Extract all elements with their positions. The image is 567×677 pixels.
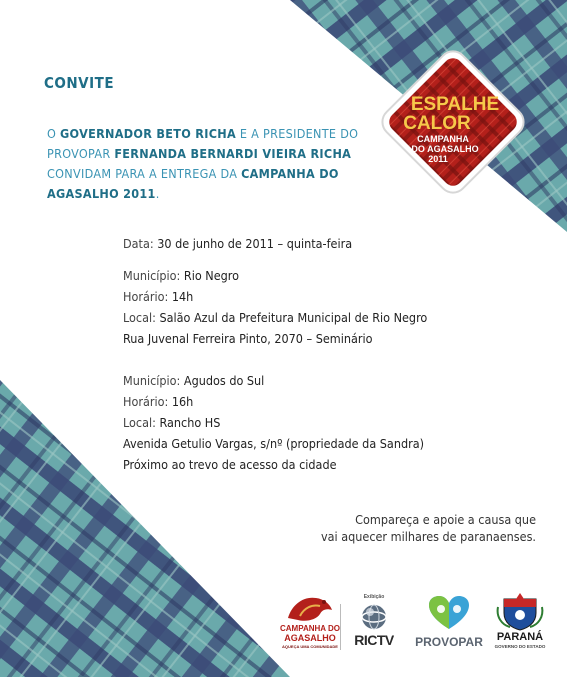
intro-text-4: .	[155, 186, 160, 201]
campanha-logo-line2: AGASALHO	[284, 633, 336, 643]
campanha-agasalho-logo	[282, 590, 338, 656]
date-label: Data:	[123, 236, 158, 251]
local-value: Rancho HS	[159, 415, 221, 430]
municipio-value: Agudos do Sul	[183, 373, 265, 388]
date-value: 30 de junho de 2011 – quinta-feira	[157, 236, 353, 251]
parana-logo	[494, 593, 546, 655]
campanha-logo-line1: CAMPANHA DO	[280, 624, 340, 633]
municipio-label: Município:	[123, 373, 184, 388]
venue2-address-note: Próximo ao trevo de acesso da cidade	[123, 457, 337, 472]
heart-icon	[427, 595, 471, 631]
parana-tag: GOVERNO DO ESTADO	[494, 644, 546, 649]
venue2-municipio	[123, 373, 264, 388]
closing-line-2: vai aquecer milhares de paranaenses.	[321, 529, 536, 544]
rictv-tag: Exibição	[363, 594, 385, 600]
horario-value: 16h	[171, 394, 194, 409]
campanha-logo-tag: AQUEÇA UMA COMUNIDADE	[282, 644, 338, 649]
intro-text-3: CONVIDAM PARA A ENTREGA DA	[47, 166, 242, 181]
horario-label: Horário:	[123, 394, 172, 409]
municipio-label: Município:	[123, 268, 184, 283]
intro-paragraph	[47, 124, 367, 204]
horario-value: 14h	[171, 289, 194, 304]
intro-text-1: O	[47, 126, 61, 141]
venue2-local	[123, 415, 220, 430]
seal-line4: DO AGASALHO	[411, 144, 479, 154]
provopar-name: PROVOPAR	[415, 635, 483, 649]
seal-line3: CAMPANHA	[417, 134, 469, 144]
rictv-logo	[346, 594, 402, 654]
seal-line2: CALOR	[403, 113, 471, 134]
rictv-name: RICTV	[354, 632, 394, 648]
coat-of-arms-icon	[494, 593, 546, 631]
seal-line5: 2011	[428, 154, 448, 164]
parana-name: PARANÁ	[496, 631, 544, 643]
venue2-horario	[123, 394, 193, 409]
intro-campaign: CAMPANHA DO AGASALHO 2011	[47, 166, 339, 201]
logo-divider	[340, 604, 341, 650]
provopar-logo	[410, 595, 488, 653]
espalhe-calor-seal	[373, 42, 533, 202]
bird-icon	[282, 590, 338, 626]
closing-line-1: Compareça e apoie a causa que	[355, 512, 536, 527]
date-line	[123, 236, 352, 251]
venue1-horario	[123, 289, 193, 304]
seal-line1: ESPALHE	[410, 94, 500, 115]
local-label: Local:	[123, 415, 160, 430]
intro-president: FERNANDA BERNARDI VIEIRA RICHA	[114, 146, 352, 161]
local-label: Local:	[123, 310, 160, 325]
venue2-address: Avenida Getulio Vargas, s/nº (propriedade da Sandra)	[123, 436, 424, 451]
venue1-address: Rua Juvenal Ferreira Pinto, 2070 – Seminário	[123, 331, 373, 346]
venue1-local	[123, 310, 427, 325]
local-value: Salão Azul da Prefeitura Municipal de Rio Negro	[159, 310, 428, 325]
intro-governor: GOVERNADOR BETO RICHA	[60, 126, 237, 141]
intro-text-2: E A PRESIDENTE DO PROVOPAR	[47, 126, 359, 161]
page-title: CONVITE	[44, 74, 115, 92]
venue1-municipio	[123, 268, 239, 283]
globe-icon	[346, 603, 402, 631]
municipio-value: Rio Negro	[183, 268, 239, 283]
horario-label: Horário:	[123, 289, 172, 304]
